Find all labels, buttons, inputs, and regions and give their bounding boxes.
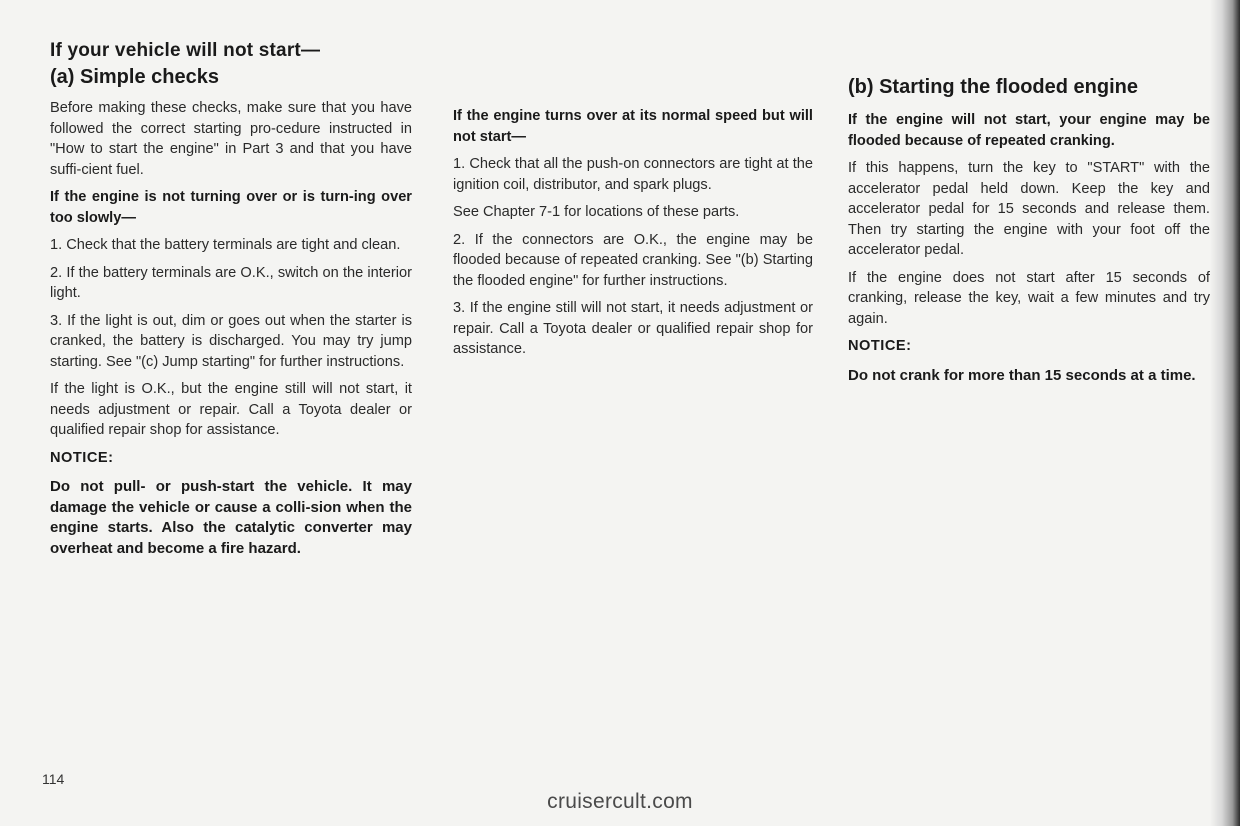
connectors-paragraph: 1. Check that all the push-on connectors are tight at the ignition coil, distributor, and spark plugs. [453, 156, 813, 193]
chapter-reference-paragraph: See Chapter 7-1 for locations of these parts. [453, 204, 740, 220]
intro-paragraph: Before making these checks, make sure that you have followed the correct starting pro-cedure instructed in "How to start the engine" in Part 3 and that you have suffi-cient fuel. [50, 100, 412, 178]
retry-paragraph: If the engine does not start after 15 seconds of cranking, release the key, wait a few minutes and try again. [848, 269, 1210, 327]
normal-speed-body [453, 106, 813, 367]
flooded-paragraph: 2. If the connectors are O.K., the engine may be flooded because of repeated cranking. See "(b) Starting the flooded engine" for further instructions. [453, 231, 813, 289]
page-number: 114 [42, 771, 65, 787]
key-start-paragraph: If this happens, turn the key to "START" with the accelerator pedal held down. Keep the key and accelerator pedal for 15 seconds and release them. Then try starting the engine with your foot off the accelerator pedal. [848, 160, 1210, 258]
light-ok-paragraph: If the light is O.K., but the engine still will not start, it needs adjustment or repair. Call a Toyota dealer or qualified repair shop for assistance. [50, 381, 412, 438]
notice-text: Do not pull- or push-start the vehicle. It may damage the vehicle or cause a colli-sion when the engine starts. Also the catalytic converter may overheat and become a fire hazard. [50, 478, 412, 557]
step-2-paragraph: 2. If the battery terminals are O.K., switch on the interior light. [50, 264, 412, 301]
notice-label: NOTICE: [50, 449, 114, 466]
not-turning-heading: If the engine is not turning over or is turn-ing over too slowly— [50, 189, 412, 226]
watermark: cruisercult.com [547, 790, 693, 813]
notice-label-right: NOTICE: [848, 338, 912, 354]
subsection-title-flooded-engine: (b) Starting the flooded engine [848, 76, 1138, 98]
notice-text-right: Do not crank for more than 15 seconds at a time. [848, 366, 1196, 384]
flooded-engine-body [848, 110, 1210, 393]
section-title: If your vehicle will not start— [50, 40, 321, 61]
simple-checks-body [50, 98, 412, 566]
normal-speed-heading: If the engine turns over at its normal speed but will not start— [453, 108, 813, 145]
subsection-title-simple-checks: (a) Simple checks [50, 66, 219, 88]
step-1-paragraph: 1. Check that the battery terminals are tight and clean. [50, 237, 401, 253]
repair-paragraph: 3. If the engine still will not start, it needs adjustment or repair. Call a Toyota dealer or qualified repair shop for assistance. [453, 300, 813, 357]
page-edge-shadow [1210, 0, 1240, 826]
flooded-heading: If the engine will not start, your engine may be flooded because of repeated cranking. [848, 112, 1210, 149]
step-3-paragraph: 3. If the light is out, dim or goes out when the starter is cranked, the battery is discharged. You may try jump starting. See "(c) Jump starting" for further instructions. [50, 312, 412, 370]
